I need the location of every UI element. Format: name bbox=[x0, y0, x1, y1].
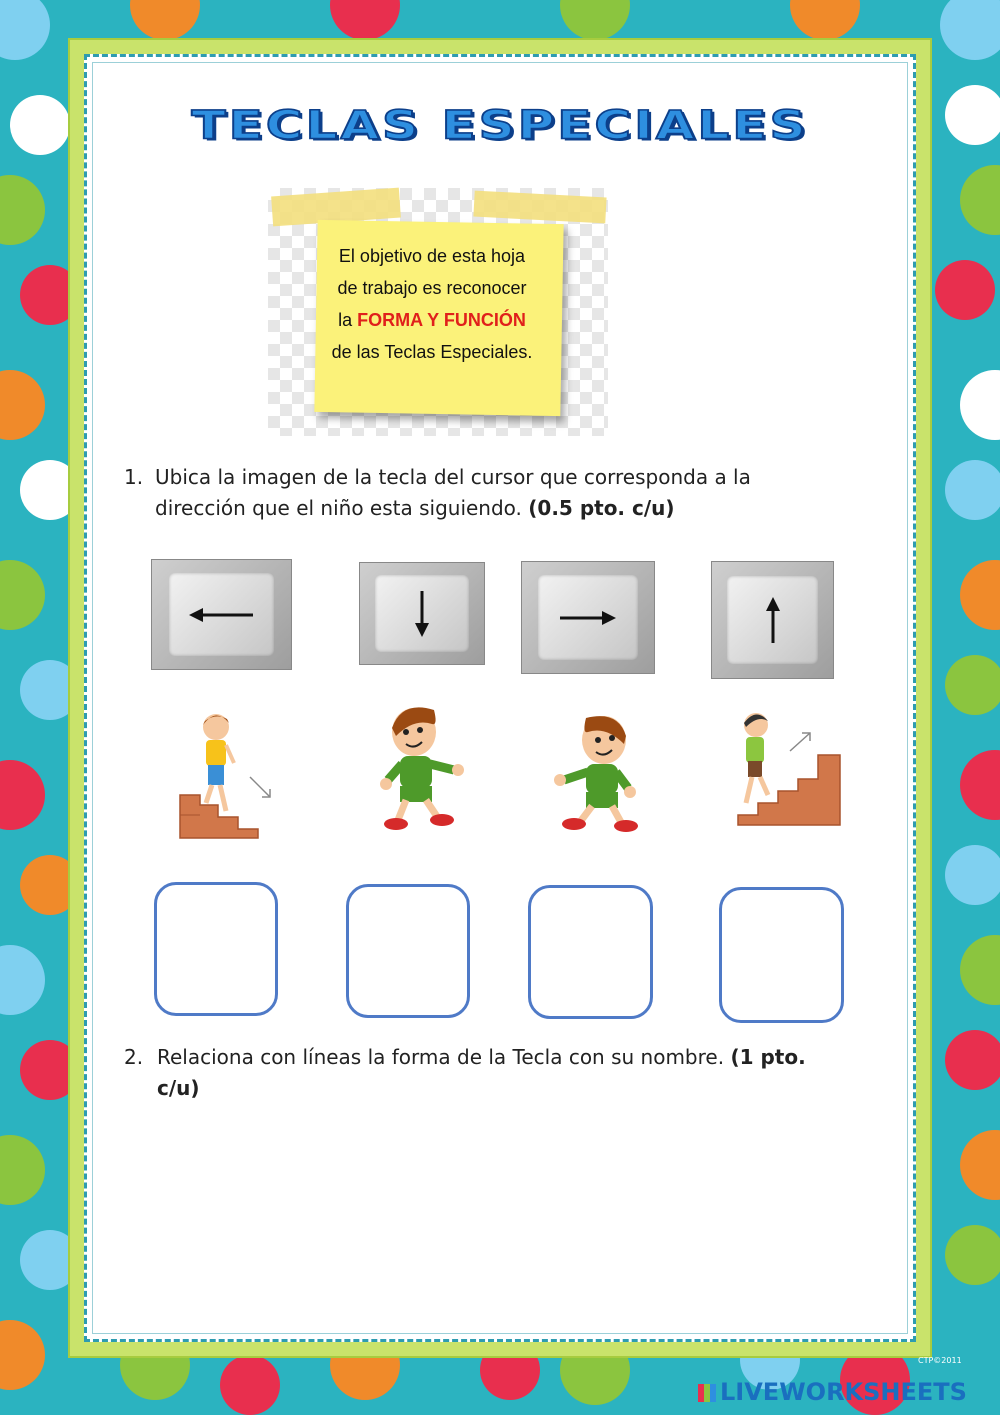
up-arrow-icon bbox=[763, 595, 783, 645]
right-arrow-icon bbox=[558, 608, 618, 628]
note-highlight: FORMA Y FUNCIÓN bbox=[357, 310, 526, 330]
boy-walking-left-image[interactable] bbox=[372, 700, 472, 835]
left-arrow-icon bbox=[187, 605, 257, 625]
answer-drop-box-1[interactable] bbox=[154, 882, 278, 1016]
left-arrow-key[interactable] bbox=[151, 559, 292, 670]
question-2-line-1 bbox=[157, 1042, 917, 1073]
answer-drop-box-2[interactable] bbox=[346, 884, 470, 1018]
note-line-3 bbox=[316, 304, 548, 336]
right-arrow-key-face bbox=[538, 575, 638, 659]
up-arrow-key-face bbox=[727, 576, 819, 664]
right-arrow-key[interactable] bbox=[521, 561, 655, 674]
boy-walking-right-image[interactable] bbox=[548, 710, 648, 835]
question-2-points-1: (1 pto. bbox=[730, 1045, 806, 1069]
question-2-line-1-text: Relaciona con líneas la forma de la Tecla con su nombre. bbox=[157, 1045, 731, 1069]
liveworksheets-icon bbox=[698, 1384, 716, 1402]
left-arrow-key-face bbox=[169, 573, 275, 656]
note-line-4: de las Teclas Especiales. bbox=[331, 342, 533, 362]
question-1-line-1: Ubica la imagen de la tecla del cursor que corresponda a la bbox=[155, 465, 751, 489]
note-line-1: El objetivo de esta hoja bbox=[338, 246, 526, 266]
note-line-3-prefix: la bbox=[338, 310, 358, 330]
question-1-number: 1. bbox=[124, 465, 144, 489]
worksheet-title: TECLAS ESPECIALES bbox=[191, 102, 809, 148]
boy-going-upstairs-image[interactable] bbox=[728, 705, 846, 830]
question-2-text bbox=[157, 1042, 917, 1104]
note-text bbox=[316, 240, 548, 368]
question-1-text bbox=[155, 462, 895, 524]
question-2-line-2 bbox=[157, 1073, 917, 1104]
down-arrow-key-face bbox=[375, 575, 469, 652]
question-1-points: (0.5 pto. c/u) bbox=[528, 496, 675, 520]
up-arrow-key[interactable] bbox=[711, 561, 834, 679]
down-arrow-key[interactable] bbox=[359, 562, 485, 665]
question-2-number: 2. bbox=[124, 1045, 144, 1069]
liveworksheets-brand: LIVEWORKSHEETS bbox=[720, 1378, 967, 1406]
question-1-line-2-text: dirección que el niño esta siguiendo. bbox=[155, 496, 529, 520]
note-line-2: de trabajo es reconocer bbox=[337, 278, 527, 298]
answer-drop-box-4[interactable] bbox=[719, 887, 844, 1023]
liveworksheets-logo[interactable] bbox=[698, 1378, 967, 1406]
question-2-points-2: c/u) bbox=[157, 1076, 200, 1100]
copyright-mark: CTP©2011 bbox=[918, 1356, 962, 1365]
down-arrow-icon bbox=[412, 589, 432, 639]
answer-drop-box-3[interactable] bbox=[528, 885, 653, 1019]
boy-going-downstairs-image[interactable] bbox=[178, 705, 288, 840]
question-1-line-2 bbox=[155, 493, 895, 524]
